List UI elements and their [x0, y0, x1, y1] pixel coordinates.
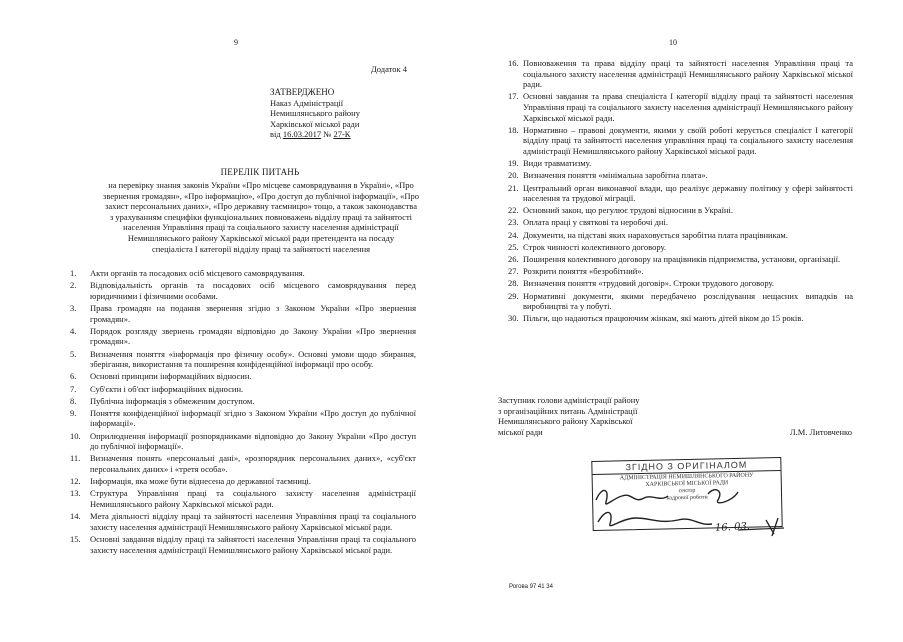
right-page-number: 10 — [669, 38, 677, 47]
item-text: Права громадян на подання звернення згідно з Законом України «Про звернення громадян». — [90, 302, 416, 324]
item-text: Пільги, що надаються працюючим жінкам, які мають дітей віком до 15 років. — [523, 313, 804, 324]
item-number: 14. — [70, 511, 81, 522]
item-text: Публічна інформація з обмеженим доступом. — [90, 395, 255, 406]
item-text: Поняття конфіденційної інформації згідно з Законом України «Про доступ до публічної інформації». — [90, 407, 416, 429]
number-prefix: № — [321, 129, 334, 140]
item-number: 23. — [508, 217, 519, 228]
item-number: 22. — [508, 205, 519, 216]
item-number: 11. — [70, 453, 81, 464]
signer-position-line: Заступник голови адміністрації району — [498, 395, 640, 405]
stamp-line: АДМІНІСТРАЦІЯ НЕМИШЛЯНСЬКОГО РАЙОНУ — [619, 472, 754, 482]
list-item — [508, 158, 853, 169]
intro-line: звернення громадян», «Про інформацію», «Про доступ до публічної інформації», «Про — [103, 190, 419, 201]
questions-list-left — [70, 268, 416, 557]
signer-position-line: Немишлянського району Харківської — [498, 416, 633, 427]
item-number: 2. — [70, 280, 77, 291]
approval-number: 27-К — [333, 129, 351, 140]
item-text: Відповідальність органів та посадових осіб місцевого самоврядування перед юридичними і фізичними особами. — [90, 280, 416, 301]
item-number: 21. — [508, 182, 519, 193]
item-text: Порядок розгляду звернень громадян відповідно до Закону України «Про звернення громадян». — [90, 325, 416, 347]
item-number: 15. — [70, 533, 81, 544]
intro-line: на перевірку знання законів України «Про місцеве самоврядування в Україні», «Про — [108, 180, 414, 190]
list-item — [508, 242, 853, 253]
item-number: 10. — [70, 430, 81, 441]
list-item — [70, 453, 416, 474]
signature-block — [498, 395, 858, 437]
list-item — [508, 278, 853, 289]
item-text: Основні принципи інформаційних відносин. — [90, 371, 252, 382]
item-number: 16. — [508, 58, 519, 68]
list-item — [508, 58, 853, 90]
signature-stroke — [708, 490, 738, 503]
intro-paragraph — [38, 180, 484, 254]
item-text: Нормативні документи, якими передбачено розслідування нещасних випадків на виробництві та у побуті. — [523, 290, 853, 312]
approval-line: Харківської міської ради — [270, 118, 360, 129]
item-text: Строк чинності колективного договору. — [523, 241, 667, 252]
list-item — [70, 408, 416, 429]
item-text: Суб'єкти і об'єкт інформаційних відносин. — [90, 383, 244, 394]
list-item — [508, 170, 853, 181]
list-item — [508, 125, 853, 157]
signer-position-last: міської ради — [498, 426, 543, 437]
list-item — [70, 476, 416, 487]
item-number: 7. — [70, 383, 77, 394]
list-item — [70, 511, 416, 532]
signature-stroke — [596, 490, 668, 503]
item-number: 29. — [508, 290, 519, 301]
questions-list-right — [508, 58, 853, 326]
item-number: 3. — [70, 302, 77, 313]
item-text: Документи, на підставі яких нараховується заробітна плата працівникам. — [523, 229, 788, 240]
date-prefix: від — [270, 129, 283, 140]
item-text: Оприлюднення інформації розпорядниками відповідно до Закону України «Про доступ до публічної інформації». — [90, 430, 416, 452]
list-item — [70, 534, 416, 555]
list-item — [508, 183, 853, 204]
item-text: Повноваження та права відділу праці та зайнятості населення Управління праці та соціального захисту населення адміністрації Немишлянського району Харківської міської ради. — [523, 58, 853, 90]
signature-stroke — [766, 518, 778, 536]
item-text: Основні завдання та права спеціаліста І категорії відділу праці та зайнятості населення Управління праці та соціального захисту населення адміністрації Немишлянського району Харківської міської ради. — [523, 91, 853, 123]
list-item — [508, 205, 853, 216]
list-item — [70, 488, 416, 509]
item-number: 27. — [508, 266, 519, 277]
list-item — [70, 396, 416, 407]
document-title: ПЕРЕЛІК ПИТАНЬ — [220, 167, 300, 177]
item-number: 5. — [70, 348, 77, 359]
item-text: Основний закон, що регулює трудові відносини в Україні. — [523, 205, 734, 216]
item-text: Визначення поняття «інформація про фізичну особу». Основні умови щодо збирання, зберігання, використання та поширення конфіденційної інформації про особу. — [90, 348, 416, 370]
left-page-number: 9 — [234, 38, 238, 47]
item-text: Мета діяльності відділу праці та зайнятості населення Управління праці та соціального захисту населення адміністрації Немишлянського району Харківської міської ради. — [90, 511, 416, 532]
intro-line: спеціаліста І категорії відділу праці та зайнятості населення — [151, 243, 371, 254]
item-text: Основні завдання відділу праці та зайнятості населення Управління праці та соціального захисту населення адміністрації Немишлянського району Харківської міської ради. — [90, 533, 416, 555]
stamp-line: ХАРКІВСЬКОЇ МІСЬКОЇ РАДИ — [645, 480, 729, 488]
item-text: Види травматизму. — [523, 158, 592, 169]
intro-line: населення Управління праці та соціального захисту населення адміністрації — [123, 222, 399, 233]
item-number: 8. — [70, 395, 77, 406]
item-text: Інформація, яка може бути віднесена до державної таємниці. — [90, 476, 312, 487]
list-item — [508, 313, 853, 324]
signer-position-line — [498, 427, 858, 438]
list-item — [508, 230, 853, 241]
item-number: 9. — [70, 407, 77, 418]
item-number: 19. — [508, 158, 519, 169]
list-item — [70, 384, 416, 395]
stamp-line: сектор — [678, 487, 696, 495]
item-text: Центральний орган виконавчої влади, що реалізує державну політику у сфері зайнятості населення та трудової міграції. — [523, 182, 853, 204]
list-item — [70, 280, 416, 301]
approval-date-line — [270, 129, 420, 140]
signer-position-line: з організаційних питань Адміністрації — [498, 405, 638, 416]
list-item — [508, 291, 853, 312]
stamp-line: кадрової роботи — [666, 494, 708, 502]
approval-block — [270, 87, 420, 140]
item-text: Структура Управління праці та соціального захисту населення адміністрації Немишлянського району Харківської міської ради. — [90, 488, 416, 509]
item-number: 18. — [508, 124, 519, 135]
item-number: 12. — [70, 476, 81, 487]
approval-date: 16.03.2017 — [282, 129, 322, 140]
item-text: Визначення понять «персональні дані», «розпорядник персональних даних», «суб'єкт персональних даних» і «третя особа». — [90, 453, 416, 475]
list-item — [70, 371, 416, 382]
item-number: 17. — [508, 91, 519, 102]
item-text: Визначення поняття «трудовий договір». Строки трудового договору. — [523, 278, 775, 289]
item-text: Оплата праці у святкові та неробочі дні. — [523, 217, 668, 228]
item-number: 4. — [70, 325, 77, 336]
list-item — [508, 91, 853, 123]
intro-line: захист персональних даних», «Про державну таємницю» тощо, а також законодавства — [105, 201, 417, 212]
item-number: 1. — [70, 268, 77, 278]
handwritten-signature — [588, 478, 798, 538]
footer-contact: Рогова 97 41 34 — [509, 584, 553, 590]
item-text: Нормативно – правові документи, якими у своїй роботі керується спеціаліст І категорії відділу праці та зайнятості населення управління праці та соціального захисту населення адміністрації Немишлянського району Харківської міської ради. — [523, 124, 853, 156]
intro-line: з урахуванням специфіки функціональних повноважень відділу праці та зайнятості — [109, 211, 413, 222]
appendix-label: Додаток 4 — [371, 64, 408, 74]
list-item — [508, 254, 853, 265]
item-text: Визначення поняття «мінімальна заробітна плата». — [523, 170, 708, 181]
signer-name: Л.М. Литовченко — [789, 426, 852, 437]
list-item — [70, 268, 416, 279]
signature-stroke — [598, 512, 712, 525]
item-number: 6. — [70, 371, 77, 382]
item-number: 25. — [508, 241, 519, 252]
list-item — [70, 431, 416, 452]
item-number: 26. — [508, 254, 519, 265]
stamp-header: ЗГІДНО З ОРИГІНАЛОМ — [592, 458, 780, 475]
item-text: Акти органів та посадових осіб місцевого самоврядування. — [90, 268, 305, 278]
item-text: Поширення колективного договору на працівників підприємства, установи, організації. — [523, 254, 841, 265]
item-number: 13. — [70, 488, 81, 499]
list-item — [508, 266, 853, 277]
item-number: 28. — [508, 278, 519, 289]
intro-line: Немишлянського району Харківської міської ради претендента на посаду — [127, 232, 395, 243]
list-item — [70, 349, 416, 370]
item-number: 24. — [508, 229, 519, 240]
item-text: Розкрити поняття «безробітний». — [523, 266, 644, 277]
handwritten-date: 16. 03. — [714, 521, 751, 534]
item-number: 30. — [508, 313, 519, 324]
approval-line: Немишлянського району — [270, 108, 360, 119]
list-item — [70, 326, 416, 347]
list-item — [70, 303, 416, 324]
item-number: 20. — [508, 170, 519, 181]
approval-line: Наказ Адміністрації — [270, 97, 344, 108]
list-item — [508, 217, 853, 228]
approval-title: ЗАТВЕРДЖЕНО — [270, 87, 335, 97]
